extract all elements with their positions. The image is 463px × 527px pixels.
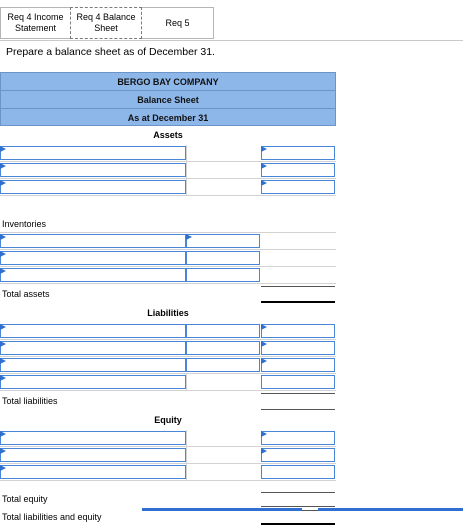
total-liabilities-row: [0, 391, 336, 411]
dropdown-marker-icon: [0, 163, 6, 169]
empty-cell: [186, 145, 261, 161]
spacer-row: [0, 481, 336, 491]
tab-req4-balance-sheet[interactable]: Req 4 Balance Sheet: [70, 7, 142, 39]
account-select[interactable]: [0, 180, 186, 194]
dropdown-marker-icon: [0, 375, 6, 381]
empty-cell: [186, 179, 261, 195]
empty-cell: [186, 464, 261, 480]
spacer-row: [0, 196, 336, 216]
dropdown-marker-icon: [261, 324, 267, 330]
total-equity-row: [0, 491, 336, 509]
amount-input[interactable]: [261, 146, 335, 160]
section-liabilities: Liabilities: [147, 308, 189, 318]
account-select[interactable]: [0, 375, 186, 389]
dropdown-marker-icon: [0, 180, 6, 186]
amount-input[interactable]: [186, 341, 260, 355]
dropdown-marker-icon: [0, 448, 6, 454]
dropdown-marker-icon: [0, 358, 6, 364]
account-select[interactable]: [0, 324, 186, 338]
inventories-row: [0, 216, 336, 233]
dropdown-marker-icon: [0, 268, 6, 274]
total-liabilities-value: [261, 393, 335, 410]
section-assets: Assets: [153, 130, 183, 140]
amount-input[interactable]: [186, 358, 260, 372]
dropdown-marker-icon: [0, 146, 6, 152]
account-select[interactable]: [0, 163, 186, 177]
amount-input[interactable]: [261, 358, 335, 372]
account-select[interactable]: [0, 268, 186, 282]
dropdown-marker-icon: [261, 431, 267, 437]
empty-cell: [186, 430, 261, 446]
amount-input[interactable]: [261, 163, 335, 177]
total-assets-value: [261, 286, 335, 303]
total-equity-value: [261, 492, 335, 507]
amount-input[interactable]: [261, 180, 335, 194]
liability-row: [0, 323, 336, 340]
total-liabilities-equity-value: [261, 510, 335, 525]
dropdown-marker-icon: [0, 324, 6, 330]
asset-row: [0, 162, 336, 179]
dropdown-marker-icon: [0, 431, 6, 437]
section-equity: Equity: [154, 415, 182, 425]
amount-input[interactable]: [261, 324, 335, 338]
inventory-item-row: [0, 250, 336, 267]
tab-req5[interactable]: Req 5: [142, 7, 214, 39]
account-select[interactable]: [0, 251, 186, 265]
total-assets-label: Total assets: [2, 289, 50, 299]
dropdown-marker-icon: [261, 341, 267, 347]
total-equity-label: Total equity: [2, 494, 48, 504]
dropdown-marker-icon: [0, 465, 6, 471]
company-name: BERGO BAY COMPANY: [0, 72, 336, 90]
total-liabilities-equity-label: Total liabilities and equity: [2, 512, 102, 522]
empty-cell: [186, 447, 261, 463]
balance-sheet-form: [0, 72, 336, 527]
inventories-label: Inventories: [2, 219, 47, 229]
tab-divider: [0, 40, 463, 41]
account-select[interactable]: [0, 358, 186, 372]
total-assets-row: [0, 284, 336, 304]
next-tab-button-edge[interactable]: [318, 508, 463, 511]
asset-row: [0, 179, 336, 196]
account-select[interactable]: [0, 341, 186, 355]
dropdown-marker-icon: [0, 251, 6, 257]
asset-row: [0, 145, 336, 162]
empty-cell: [186, 374, 261, 390]
dropdown-marker-icon: [0, 234, 6, 240]
statement-date: As at December 31: [0, 108, 336, 126]
liability-row: [0, 340, 336, 357]
account-select[interactable]: [0, 431, 186, 445]
total-liabilities-label: Total liabilities: [2, 396, 58, 406]
dropdown-marker-icon: [0, 341, 6, 347]
account-select[interactable]: [0, 234, 186, 248]
dropdown-marker-icon: [261, 358, 267, 364]
amount-input[interactable]: [186, 251, 260, 265]
statement-title: Balance Sheet: [0, 90, 336, 108]
amount-input[interactable]: [186, 324, 260, 338]
amount-input[interactable]: [186, 234, 260, 248]
account-select[interactable]: [0, 465, 186, 479]
dropdown-marker-icon: [261, 163, 267, 169]
liability-row: [0, 357, 336, 374]
equity-row: [0, 464, 336, 481]
equity-row: [0, 447, 336, 464]
prev-tab-button-edge[interactable]: [142, 508, 302, 511]
dropdown-marker-icon: [261, 448, 267, 454]
amount-input[interactable]: [261, 448, 335, 462]
amount-input[interactable]: [261, 465, 335, 479]
dropdown-marker-icon: [186, 234, 192, 240]
account-select[interactable]: [0, 448, 186, 462]
amount-input[interactable]: [261, 431, 335, 445]
inventory-item-row: [0, 233, 336, 250]
amount-input[interactable]: [261, 341, 335, 355]
inventory-item-row: [0, 267, 336, 284]
dropdown-marker-icon: [261, 146, 267, 152]
liability-row: [0, 374, 336, 391]
tab-req4-income-statement[interactable]: Req 4 Income Statement: [0, 7, 70, 39]
amount-input[interactable]: [186, 268, 260, 282]
account-select[interactable]: [0, 146, 186, 160]
dropdown-marker-icon: [261, 180, 267, 186]
amount-input[interactable]: [261, 375, 335, 389]
empty-cell: [186, 162, 261, 178]
instruction-text: Prepare a balance sheet as of December 31.: [6, 46, 215, 58]
equity-row: [0, 430, 336, 447]
